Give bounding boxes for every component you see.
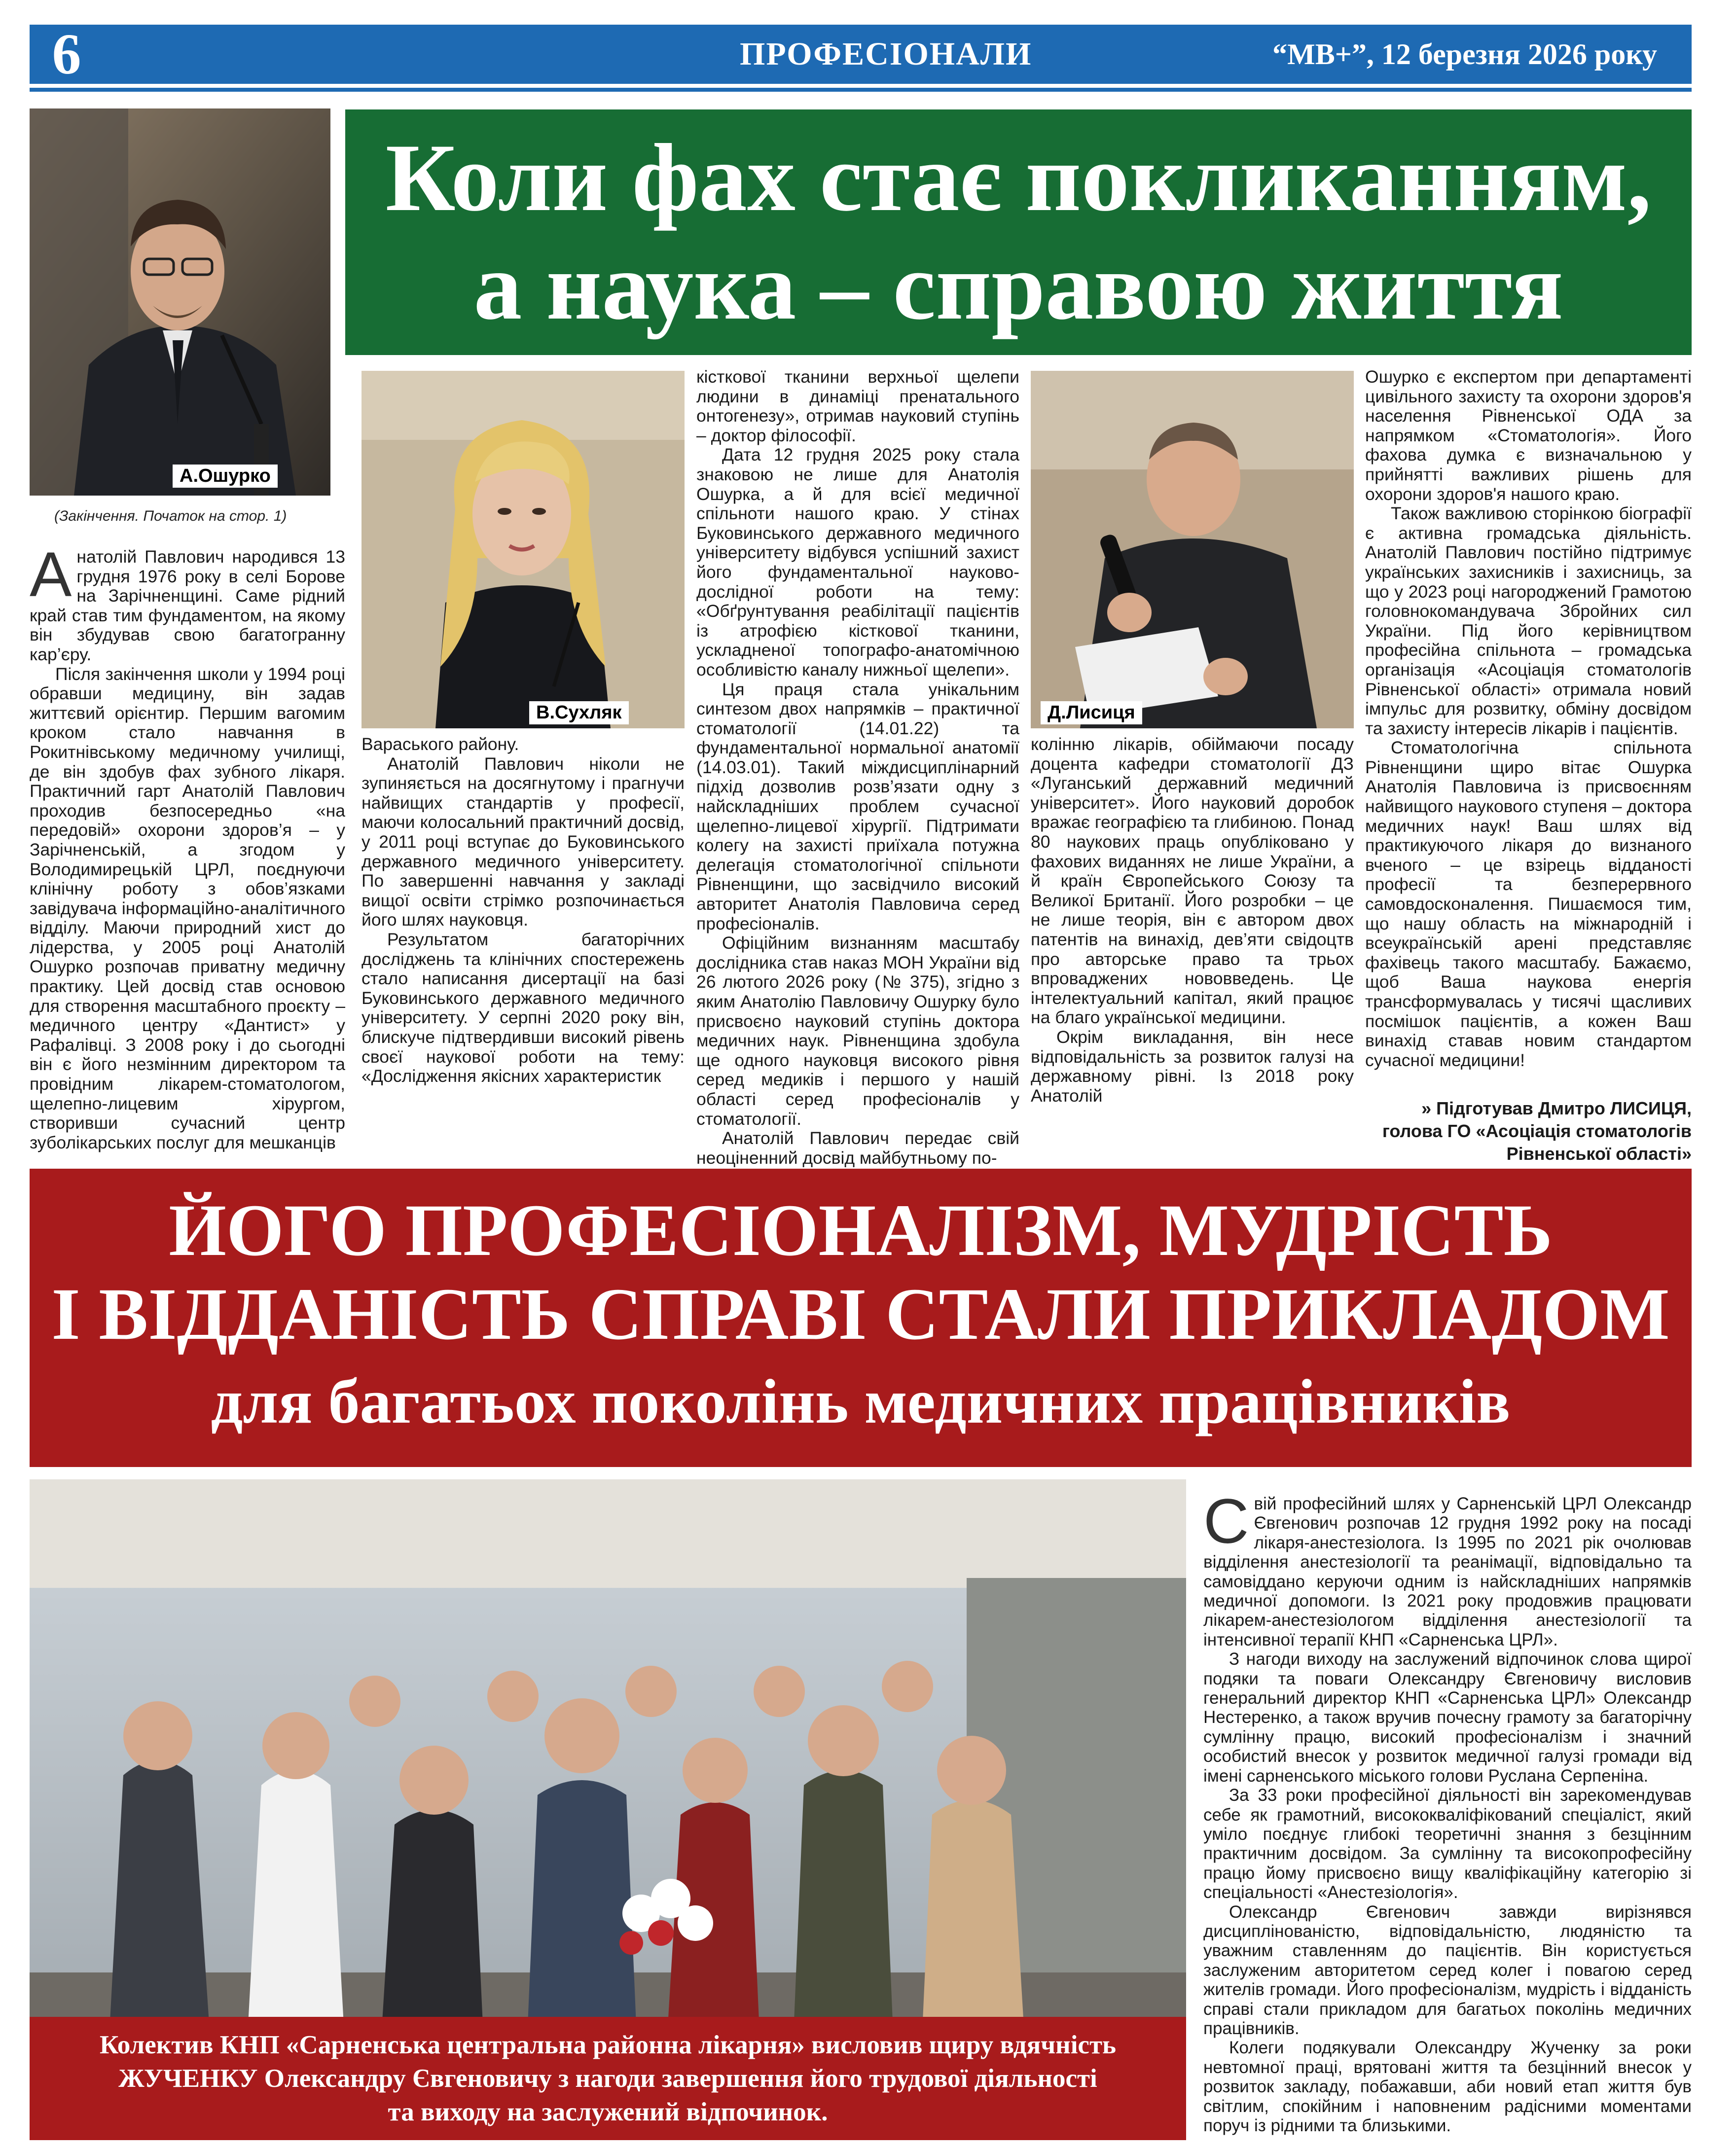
signature-line: Рівненської області» [1506,1144,1692,1164]
text-column-1 [30,539,345,1152]
signature-line: » Підготував Дмитро ЛИСИЦЯ, [1421,1098,1692,1118]
photo-caption: Д.Лисиця [1041,701,1142,724]
article2-title-line: І ВІДДАНІСТЬ СПРАВІ СТАЛИ ПРИКЛАДОМ [51,1273,1670,1355]
paragraph: Ця праця стала унікальним синтезом двох напрямків – практичної стоматології (14.01.22) та фундаментальної нормальної анатомії (14.03.01). Такий міждисциплінарний підхід дозволив розв’язати одну з найскладніших проблем сучасної щелепно-лицевої хірургії. Підтримати колегу на захисті приїхала потужна делегація стоматологічної спільноти Рівненщини, що засвідчило високий авторитет Анатолія Павловича серед професіоналів. [696,679,1019,933]
paragraph: Ошурко є експертом при департаменті цивільного захисту та охорони здоров'я населення Рівненської ОДА за напрямком «Стоматологія». Його фахова думка є визначальною у прийнятті важливих рішень для охорони здоров'я нашого краю. [1365,367,1692,504]
article-title-line: а наука – справою життя [473,233,1563,340]
paragraph: Стоматологічна спільнота Рівненщини щиро вітає Ошурка Анатолія Павловича із присвоєнням найвищого наукового ступеня – доктора медичних наук! Ваш шлях від практикуючого лікаря до визнаного вченого – це взірець відданості професії та безперервного самовдосконалення. Пишаємося тим, що нашу область на міжнародній і всеукраїнській арені представляє фахівець такого масштабу. Бажаємо, щоб Ваша наукова енергія трансформувалась у тисячі щасливих посмішок пацієнтів, а кожен Ваш винахід ставав новим стандартом сучасної медицини! [1365,738,1692,1070]
section-name: ПРОФЕСІОНАЛИ [740,36,1032,72]
page-header [30,22,1692,86]
text-column-3 [696,367,1019,1168]
paragraph: Вараського району. [362,734,519,754]
article-title [345,109,1692,355]
paragraph: вій професійний шлях у Сарненській ЦРЛ Олександр Євгенович розпочав 12 грудня 1992 року на посаді лікаря-анестезіолога. Із 1995 по 2021 рік очолював відділення анестезіології та реанімації, відповідально та самовіддано керуючи одним із найскладніших напрямків медичної допомоги. Із 2021 року продовжив працювати лікарем-анестезіологом відділення анестезіології та інтенсивної терапії КНП «Сарненська ЦРЛ». [1203,1494,1692,1649]
header-rule [30,88,1692,92]
paragraph: Анатолій Павлович ніколи не зупиняється на досягнутому і прагнучи найвищих стандартів у професії, маючи колосальний практичний досвід, у 2011 році вступає до Буковинського державного медичного університету. По завершенні навчання у закладі вищої освіти стрімко розпочинається його шлях науковця. [362,753,685,930]
signature-line: голова ГО «Асоціація стоматологів [1382,1121,1692,1141]
continuation-note: (Закінчення. Початок на стор. 1) [54,508,287,524]
group-photo-caption [30,2017,1186,2140]
drop-cap: А [30,539,72,610]
author-signature [1351,1097,1692,1165]
photo-sukhliak [362,371,685,728]
paragraph: Після закінчення школи у 1994 році обравши медицину, він задав життєвий орієнтир. Першим вагомим кроком стало навчання в Рокитнівському медичному училищі, де він здобув фах зубного лікаря. Практичний гарт Анатолій Павлович проходив безпосередньо «на передовій» охорони здоров’я – у Зарічненській, а згодом у Володимирецькій ЦРЛ, поєднуючи клінічну роботу з обов’язками завідувача інформаційно-аналітичного відділу. Маючи природний хист до лідерства, у 2005 році Анатолій Ошурко розпочав приватну медичну практику. Цей досвід став основою для створення масштабного проєкту – медичного центру «Дантист» у Рафалівці. З 2008 року і до сьогодні він є його незмінним директором та провідним лікарем-стоматологом, щелепно-лицевим хірургом, створивши сучасний центр зуболікарських послуг для мешканців [30,664,345,1152]
caption-line: та виходу на заслужений відпочинок. [388,2098,828,2126]
caption-line: Колектив КНП «Сарненська центральна районна лікарня» висловив щиру вдячність [99,2031,1117,2059]
paragraph: Анатолій Павлович передає свій неоціненний досвід майбутньому по- [696,1128,1019,1168]
photo-caption: А.Ошурко [173,465,278,488]
text-column-5 [1365,367,1692,1070]
article2-title-line: ЙОГО ПРОФЕСІОНАЛІЗМ, МУДРІСТЬ [169,1189,1553,1271]
paragraph: колінню лікарів, обіймаючи посаду доцента кафедри стоматології ДЗ «Луганський державний медичний університет». Його науковий доробок вражає географією та глибиною. Понад 80 наукових праць опубліковано у фахових виданнях не лише України, а й країн Європейського Союзу та Великої Британії. Його розробки – це не лише теорія, він є автором двох патентів на винахід, дев’яти свідоцтв про авторське право та трьох впроваджених нововведень. Це інтелектуальний капітал, який працює на благо української медицини. [1031,734,1354,1028]
paragraph: кісткової тканини верхньої щелепи людини в динаміці пренатального онтогенезу», отримав науковий ступінь – доктор філософії. [696,367,1019,445]
article2-title-line: для багатьох поколінь медичних працівників [211,1366,1511,1436]
photo-oshurko [30,108,330,496]
caption-line: ЖУЧЕНКУ Олександру Євгеновичу з нагоди завершення його трудової діяльності [118,2064,1097,2093]
text-column-4 [1031,735,1354,1106]
paragraph: Офіційним визнанням масштабу дослідника став наказ МОН України від 26 лютого 2026 року (№ 375), згідно з яким Анатолію Павловичу Ошурку було присвоєно науковий ступінь доктора медичних наук. Рівненщина здобула ще одного науковця високого рівня серед медиків і першого у нашій області серед професіоналів у стоматології. [696,933,1019,1129]
article2-text-column [1203,1486,1692,2135]
paragraph: Колеги подякували Олександру Жученку за роки невтомної праці, врятовані життя та безцінний внесок у розвиток закладу, побажавши, аби новий етап життя був світлим, спокійним і наповненим радісними моментами поруч із рідними та близькими. [1203,2038,1692,2135]
paragraph: Окрім викладання, він несе відповідальність за розвиток галузі на державному рівні. Із 2018 року Анатолій [1031,1027,1354,1106]
article2-title [30,1169,1692,1467]
paragraph: Олександр Євгенович завжди вирізнявся дисциплінованістю, відповідальністю, людяністю та уважним ставленням до пацієнтів. Він користується заслуженим авторитетом серед колег і повагою серед жителів громади. Його професіоналізм, мудрість і відданість справі стали прикладом для багатьох поколінь медичних працівників. [1203,1902,1692,2038]
paragraph: Дата 12 грудня 2025 року стала знаковою не лише для Анатолія Ошурка, а й для всієї медичної спільноти нашого краю. У стінах Буковинського державного медичного університету відбувся успішний захист його фундаментальної науково-дослідної роботи на тему: «Обґрунтування реабілітації пацієнтів із атрофією кісткової тканини, ускладненої топографо-анатомічною особливістю каналу нижньої щелепи». [696,445,1019,680]
paragraph: натолій Павлович народився 13 грудня 1976 року в селі Борове на Зарічненщині. Саме рідний край став тим фундаментом, на якому він збудував свою багатогранну кар’єру. [30,547,345,664]
paragraph: Також важливою сторінкою біографії є активна громадська діяльність. Анатолій Павлович постійно підтримує українських захисників і захисниць, за що у 2023 році нагороджений Грамотою головнокомандувача Збройних сил України. Під його керівництвом професійна спільнота – громадська організація «Асоціація стоматологів Рівненської області» отримала новий імпульс для розвитку, обміну досвідом та захисту інтересів лікарів і пацієнтів. [1365,503,1692,738]
photo-caption: В.Сухляк [529,701,629,724]
paragraph: За 33 роки професійної діяльності він зарекомендував себе як грамотний, висококваліфікований спеціаліст, який уміло поєднує глибокі теоретичні знання з безцінним практичним досвідом. За сумлінну та високопрофесійну працю йому присвоєно вищу кваліфікаційну категорію зі спеціальності «Анестезіологія». [1203,1786,1692,1902]
article-title-line: Коли фах стає покликанням, [385,124,1652,231]
photo-lysytsia [1031,371,1354,728]
drop-cap: С [1203,1486,1249,1557]
text-column-2 [362,735,685,1086]
page-number: 6 [52,22,81,86]
paragraph: З нагоди виходу на заслужений відпочинок слова щирої подяки та поваги Олександру Євгеновичу висловив генеральний директор КНП «Сарненська ЦРЛ» Олександр Нестеренко, а також вручив почесну грамоту за багаторічну сумлінну працю, високий професіоналізм і значний особистий внесок у розвиток медичної галузі громади від імені сарненського міського голови Руслана Серпеніна. [1203,1649,1692,1786]
paragraph: Результатом багаторічних досліджень та клінічних спостережень стало написання дисертації на базі Буковинського державного медичного університету. У серпні 2020 року він, блискуче підтвердивши високий рівень своєї наукової роботи на тему: «Дослідження якісних характеристик [362,929,685,1086]
issue-date: “МВ+”, 12 березня 2026 року [1272,38,1657,71]
